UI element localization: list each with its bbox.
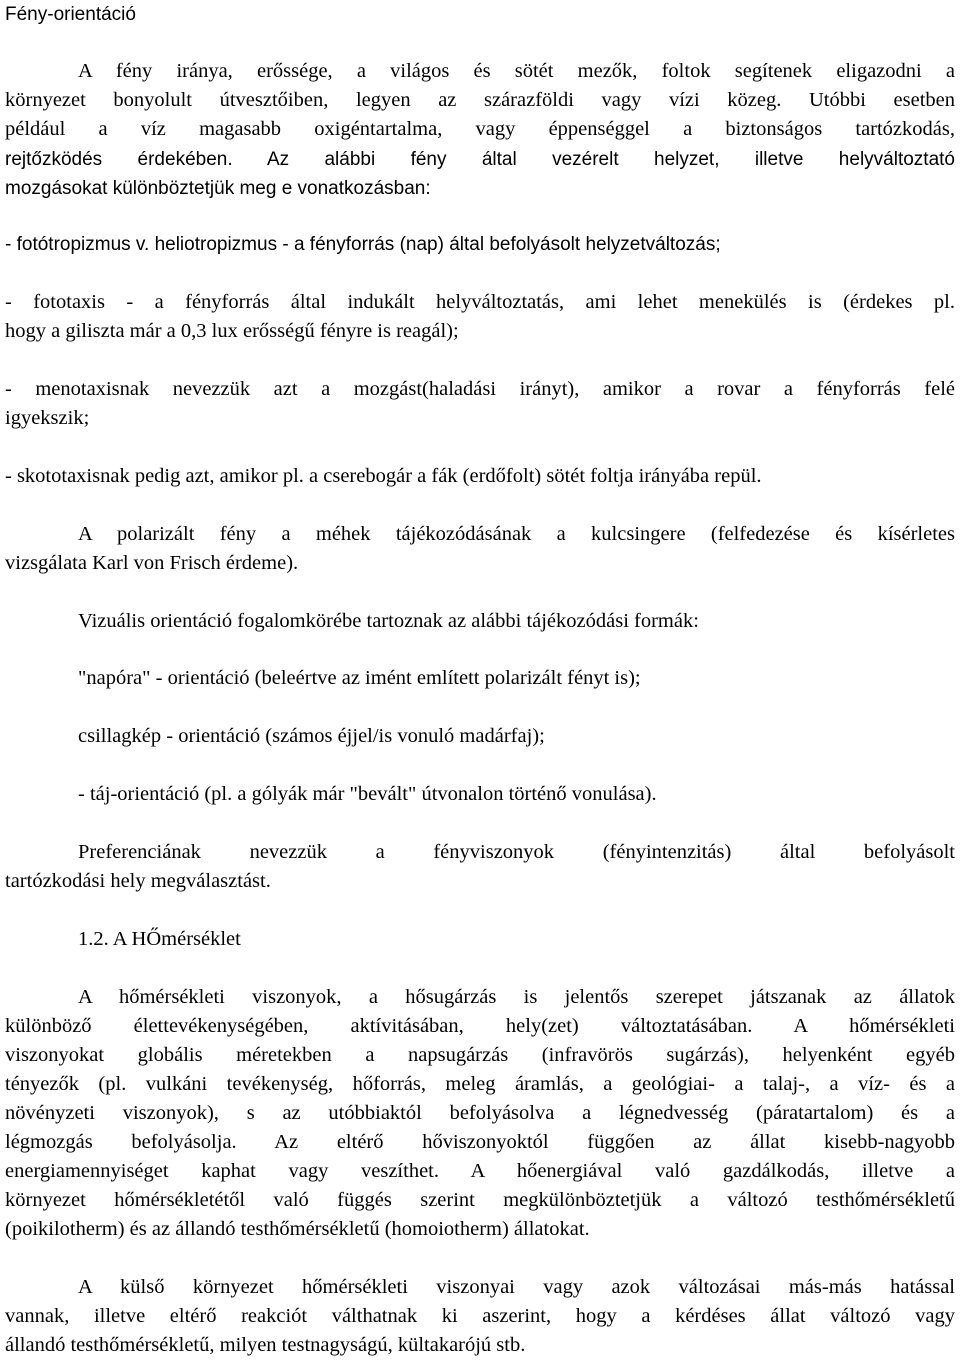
- paragraph-line: környezet hőmérsékletétől való függés szerint megkülönböztetjük a változó testhőmérsékletű: [5, 1189, 955, 1211]
- paragraph-line: növényzeti viszonyok), s az utóbbiaktól befolyásolva a légnedvesség (páratartalom) és a: [5, 1102, 955, 1124]
- paragraph-line: vannak, illetve eltérő reakciót válthatnak ki aszerint, hogy a kérdéses állat változó vagy: [5, 1305, 955, 1327]
- heading: Fény-orientáció: [5, 4, 136, 25]
- section-title: 1.2. A HŐmérséklet: [78, 928, 241, 950]
- bullet-item: - fotótropizmus v. heliotropizmus - a fényforrás (nap) által befolyásolt helyzetváltozás;: [5, 234, 721, 255]
- paragraph-line: környezet bonyolult útvesztőiben, legyen az szárazföldi vagy vízi közeg. Utóbbi esetben: [5, 89, 955, 111]
- form-item: - táj-orientáció (pl. a gólyák már "bevált" útvonalon történő vonulása).: [78, 783, 657, 805]
- paragraph-line: A fény iránya, erőssége, a világos és sötét mezők, foltok segítenek eligazodni a: [78, 60, 955, 82]
- form-item: csillagkép - orientáció (számos éjjel/is vonuló madárfaj);: [78, 725, 545, 747]
- paragraph-line: (poikilotherm) és az állandó testhőmérsékletű (homoiotherm) állatokat.: [5, 1218, 590, 1240]
- paragraph-line: Vizuális orientáció fogalomkörébe tartoznak az alábbi tájékozódási formák:: [78, 610, 699, 632]
- bullet-item: - skototaxisnak pedig azt, amikor pl. a cserebogár a fák (erdőfolt) sötét foltja irányába repül.: [5, 465, 762, 487]
- bullet-item: - fototaxis - a fényforrás által indukált helyváltoztatás, ami lehet menekülés is (érdekes pl.: [5, 291, 955, 313]
- bullet-item: - menotaxisnak nevezzük azt a mozgást(haladási irányt), amikor a rovar a fényforrás felé: [5, 378, 955, 400]
- paragraph-line: tényezők (pl. vulkáni tevékenység, hőforrás, meleg áramlás, a geológiai- a talaj-, a víz- és a: [5, 1073, 955, 1095]
- paragraph-line: állandó testhőmérsékletű, milyen testnagyságú, kültakarójú stb.: [5, 1334, 526, 1356]
- paragraph-line: A polarizált fény a méhek tájékozódásának a kulcsingere (felfedezése és kísérletes: [78, 523, 955, 545]
- paragraph-line: légmozgás befolyásolja. Az eltérő hőviszonyoktól függően az állat kisebb-nagyobb: [5, 1131, 955, 1153]
- paragraph-line: rejtőzködés érdekében. Az alábbi fény által vezérelt helyzet, illetve helyváltoztató: [5, 149, 955, 170]
- paragraph-line: Preferenciának nevezzük a fényviszonyok (fényintenzitás) által befolyásolt: [78, 841, 955, 863]
- paragraph-line: mozgásokat különböztetjük meg e vonatkozásban:: [5, 178, 431, 199]
- paragraph-line: különböző élettevékenységében, aktívitásában, hely(zet) változtatásában. A hőmérsékleti: [5, 1015, 955, 1037]
- form-item: "napóra" - orientáció (beleértve az imént említett polarizált fényt is);: [78, 667, 641, 689]
- paragraph-line: például a víz magasabb oxigéntartalma, vagy éppenséggel a biztonságos tartózkodás,: [5, 118, 955, 140]
- paragraph-line: viszonyokat globális méretekben a napsugárzás (infravörös sugárzás), helyenként egyéb: [5, 1044, 955, 1066]
- paragraph-line: tartózkodási hely megválasztást.: [5, 870, 271, 892]
- paragraph-line: vizsgálata Karl von Frisch érdeme).: [5, 552, 299, 574]
- paragraph-line: A hőmérsékleti viszonyok, a hősugárzás is jelentős szerepet játszanak az állatok: [78, 986, 955, 1008]
- bullet-item-cont: igyekszik;: [5, 407, 90, 429]
- paragraph-line: A külső környezet hőmérsékleti viszonyai vagy azok változásai más-más hatással: [78, 1276, 955, 1298]
- bullet-item-cont: hogy a giliszta már a 0,3 lux erősségű fényre is reagál);: [5, 320, 459, 342]
- paragraph-line: energiamennyiséget kaphat vagy veszíthet. A hőenergiával való gazdálkodás, illetve a: [5, 1160, 955, 1182]
